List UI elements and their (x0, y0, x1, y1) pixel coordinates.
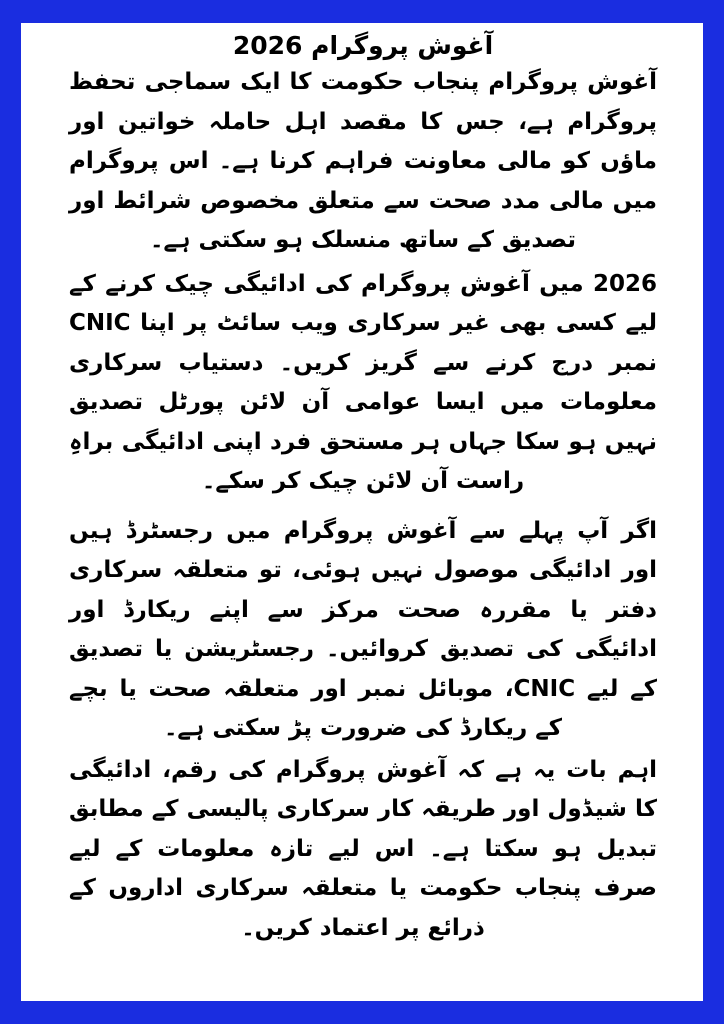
paragraph-important: اہم بات یہ ہے کہ آغوش پروگرام کی رقم، ادائیگی کا شیڈول اور طریقہ کار سرکاری پالیسی کے مطابق تبدیل ہو سکتا ہے۔ اس لیے تازہ معلومات کے لیے صرف پنجاب حکومت یا متعلقہ سرکاری اداروں کے ذرائع پر اعتماد کریں۔ (69, 756, 657, 941)
paragraph-registered: اگر آپ پہلے سے آغوش پروگرام میں رجسٹرڈ ہیں اور ادائیگی موصول نہیں ہوئی، تو متعلقہ سرکاری دفتر یا مقررہ صحت مرکز سے اپنے ریکارڈ اور ادائیگی کی تصدیق کروائیں۔ رجسٹریشن یا تصدیق کے لیے CNIC، موبائل نمبر اور متعلقہ صحت یا بچے کے ریکارڈ کی ضرورت پڑ سکتی ہے۔ (69, 517, 657, 741)
page-title: آغوش پروگرام 2026 (232, 31, 494, 60)
paragraph-intro: آغوش پروگرام پنجاب حکومت کا ایک سماجی تحفظ پروگرام ہے، جس کا مقصد اہل حاملہ خواتین اور ماؤں کو مالی معاونت فراہم کرنا ہے۔ اس پروگرام میں مالی مدد صحت سے متعلق مخصوص شرائط اور تصدیق کے ساتھ منسلک ہو سکتی ہے۔ (69, 69, 657, 253)
document-page (21, 23, 703, 1001)
paragraph-warning: 2026 میں آغوش پروگرام کی ادائیگی چیک کرنے کے لیے کسی بھی غیر سرکاری ویب سائٹ پر اپنا CNIC نمبر درج کرنے سے گریز کریں۔ دستیاب سرکاری معلومات میں ایسا عوامی آن لائن پورٹل تصدیق نہیں ہو سکا جہاں ہر مستحق فرد اپنی ادائیگی براہِ راست آن لائن چیک کر سکے۔ (69, 270, 657, 494)
